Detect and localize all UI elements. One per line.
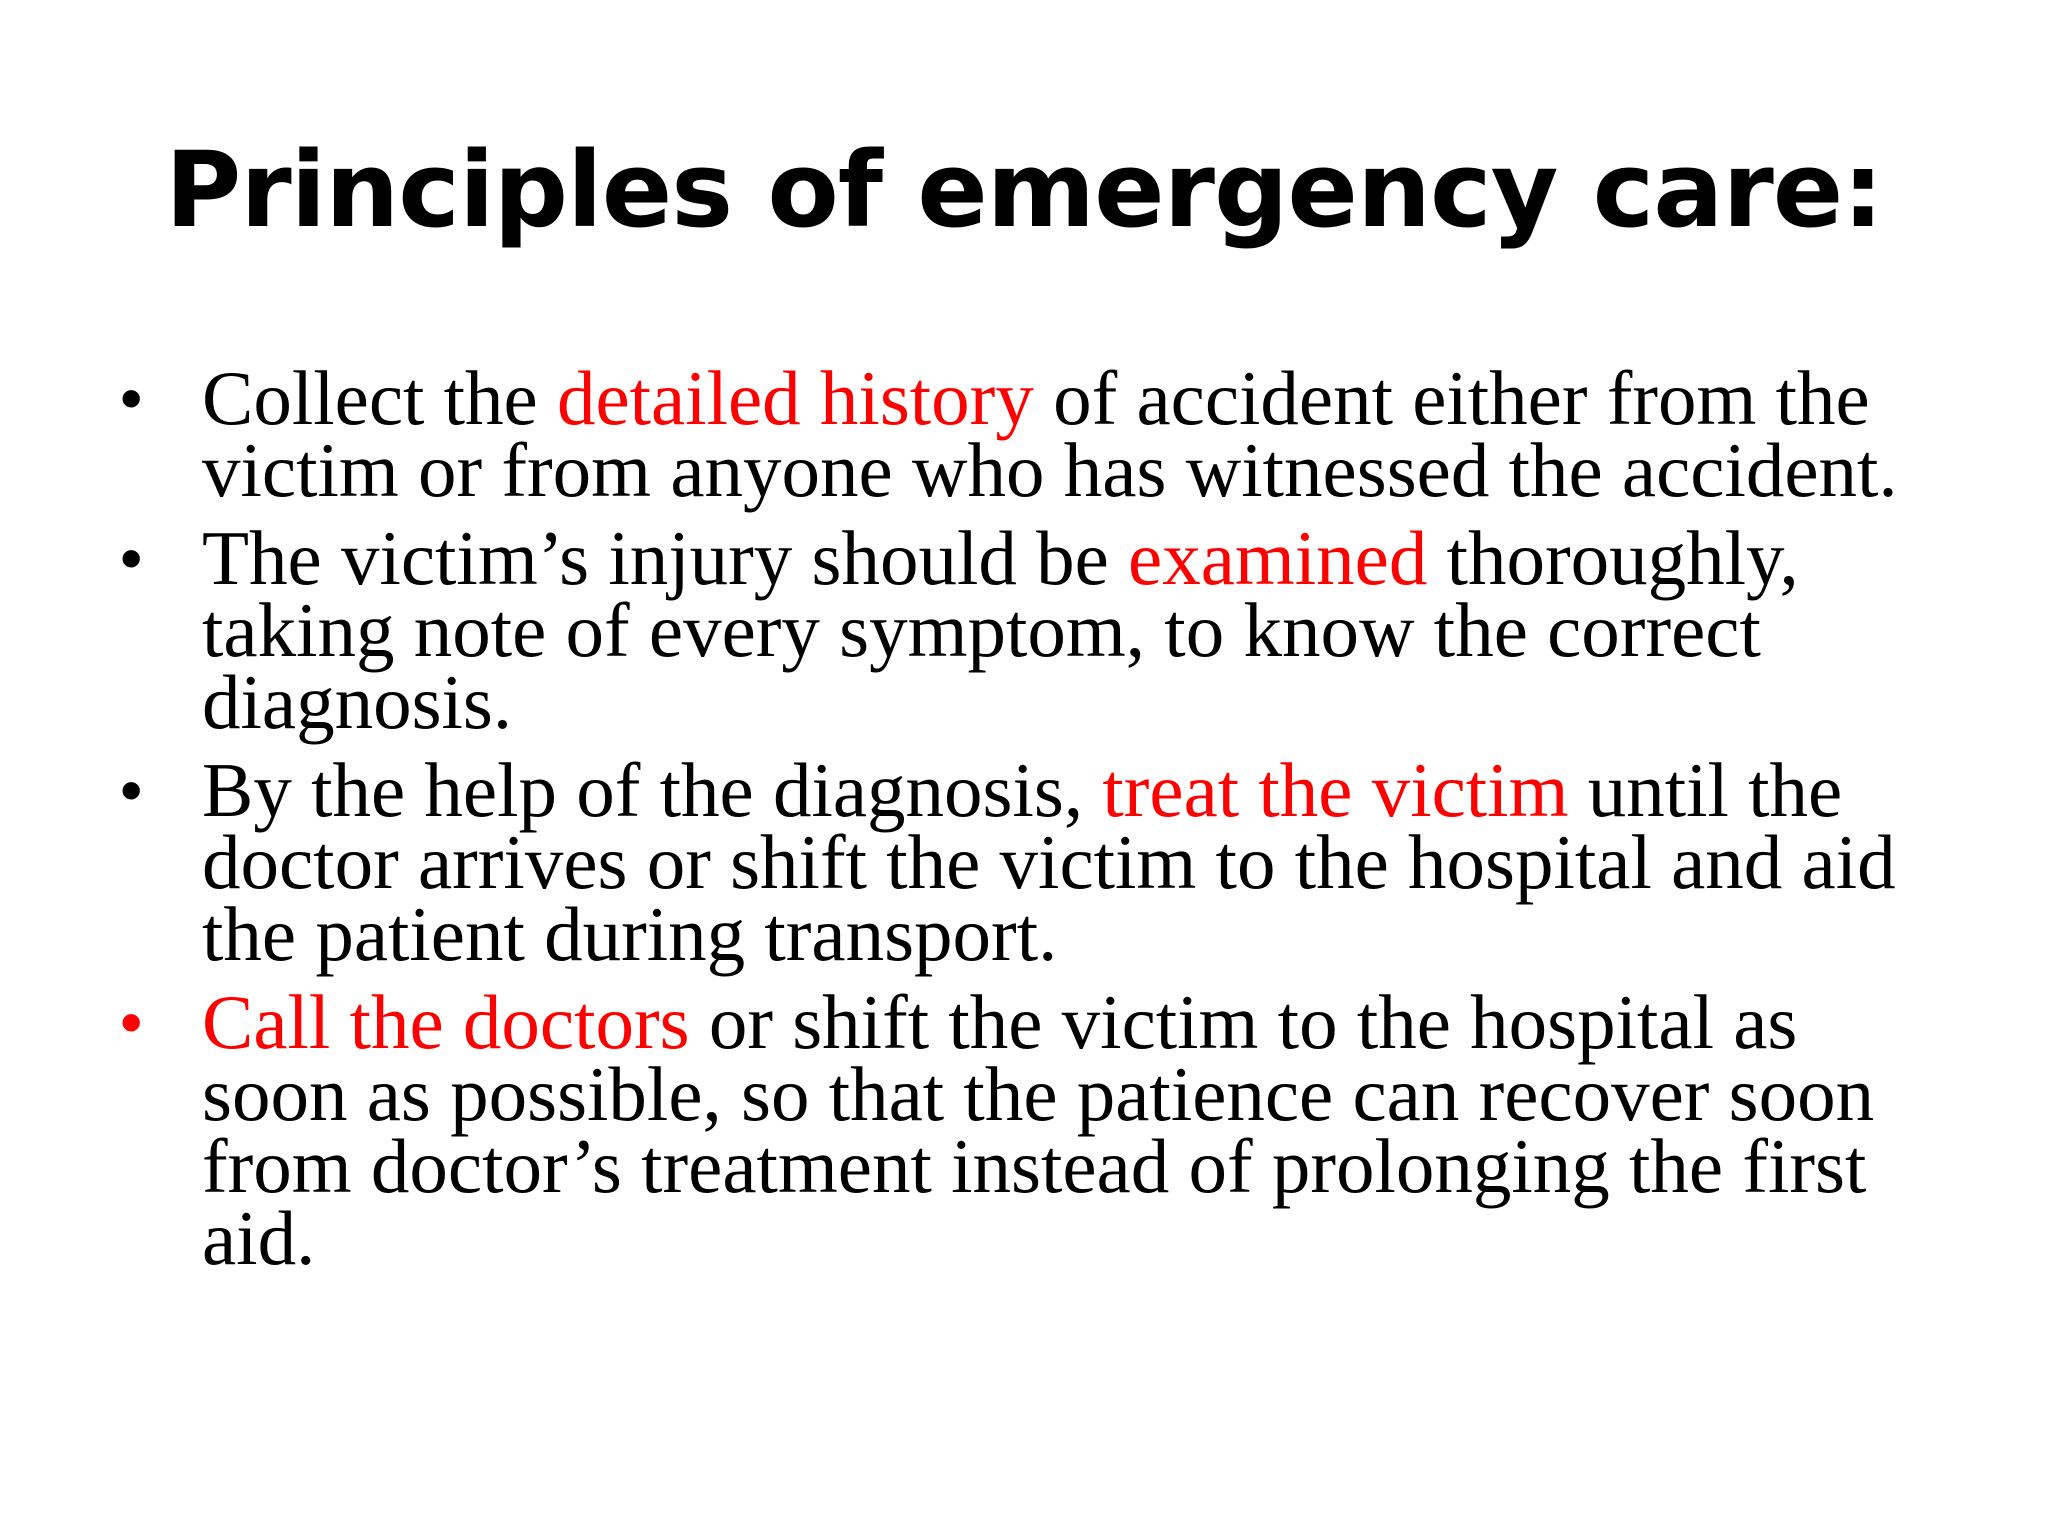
bullet-highlight: Call the doctors — [202, 979, 690, 1065]
bullet-item — [120, 747, 1950, 977]
bullet-text-after: of accident either from the victim or from anyone who has witnessed the accident. — [202, 355, 1898, 513]
bullet-highlight: treat the victim — [1102, 747, 1569, 833]
bullet-text-after: or shift the victim to the hospital as soon as possible, so that the patience can recover soon from doctor’s treatment instead of prolonging the first aid. — [202, 979, 1875, 1281]
bullet-marker: • — [120, 986, 143, 1058]
bullet-item — [120, 355, 1950, 513]
bullet-text-before: Collect the — [202, 355, 557, 441]
slide-title: Principles of emergency care: — [165, 129, 1883, 251]
bullet-highlight: examined — [1128, 515, 1428, 601]
bullet-marker: • — [120, 362, 143, 434]
bullet-list — [120, 355, 1950, 1290]
bullet-text-after: thoroughly, taking note of every symptom, to know the correct diagnosis. — [202, 515, 1799, 745]
bullet-text-before: The victim’s injury should be — [202, 515, 1129, 601]
bullet-text-before: By the help of the diagnosis, — [202, 747, 1103, 833]
bullet-text-after: until the doctor arrives or shift the victim to the hospital and aid the patient during transport. — [202, 747, 1896, 977]
bullet-item — [120, 515, 1950, 745]
bullet-marker: • — [120, 522, 143, 594]
bullet-item — [120, 979, 1950, 1281]
bullet-highlight: detailed history — [556, 355, 1034, 441]
bullet-marker: • — [120, 754, 143, 826]
